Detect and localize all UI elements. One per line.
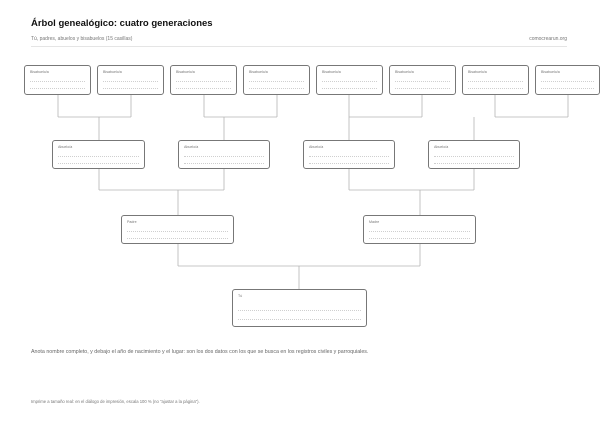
details-line bbox=[103, 88, 158, 89]
details-line bbox=[468, 88, 523, 89]
name-line bbox=[434, 156, 514, 157]
box-label: Bisabuelo/a bbox=[103, 70, 122, 74]
name-line bbox=[184, 156, 264, 157]
box-label: Bisabuelo/a bbox=[468, 70, 487, 74]
box-label: Madre bbox=[369, 220, 380, 224]
details-line bbox=[184, 163, 264, 164]
name-line bbox=[30, 81, 85, 82]
name-line bbox=[309, 156, 389, 157]
box-label: Bisabuelo/a bbox=[249, 70, 268, 74]
name-line bbox=[103, 81, 158, 82]
connector-gp-pair-1 bbox=[99, 169, 224, 215]
connector-gg-pair-4 bbox=[474, 95, 568, 140]
page-subtitle: Tú, padres, abuelos y bisabuelos (15 casillas) bbox=[31, 36, 133, 42]
details-line bbox=[249, 88, 304, 89]
connector-gg-pair-2 bbox=[204, 95, 277, 140]
box-label: Abuelo/a bbox=[184, 145, 199, 149]
instruction-note: Anota nombre completo, y debajo el año de nacimiento y el lugar: son los dos datos con los que se busca en los registros civiles y parroquiales. bbox=[31, 349, 369, 355]
great-grandparent-box-2[interactable] bbox=[97, 65, 164, 95]
box-label: Bisabuelo/a bbox=[322, 70, 341, 74]
box-label: Abuelo/a bbox=[58, 145, 73, 149]
box-label: Padre bbox=[127, 220, 137, 224]
name-line bbox=[395, 81, 450, 82]
box-label: Bisabuelo/a bbox=[395, 70, 414, 74]
box-label: Abuelo/a bbox=[434, 145, 449, 149]
details-line bbox=[434, 163, 514, 164]
site-name: comocrearun.org bbox=[529, 36, 567, 42]
grandparent-box-2[interactable] bbox=[178, 140, 270, 169]
connector-parents bbox=[178, 244, 420, 289]
details-line bbox=[176, 88, 231, 89]
name-line bbox=[58, 156, 139, 157]
grandparent-box-1[interactable] bbox=[52, 140, 145, 169]
name-line bbox=[322, 81, 377, 82]
details-line bbox=[395, 88, 450, 89]
name-line bbox=[541, 81, 594, 82]
page-title: Árbol genealógico: cuatro generaciones bbox=[31, 18, 213, 29]
parent-box-mother[interactable] bbox=[363, 215, 476, 244]
box-label: Bisabuelo/a bbox=[541, 70, 560, 74]
great-grandparent-box-1[interactable] bbox=[24, 65, 91, 95]
parent-box-father[interactable] bbox=[121, 215, 234, 244]
details-line bbox=[127, 238, 228, 239]
name-line bbox=[127, 231, 228, 232]
grandparent-box-4[interactable] bbox=[428, 140, 520, 169]
great-grandparent-box-3[interactable] bbox=[170, 65, 237, 95]
great-grandparent-box-4[interactable] bbox=[243, 65, 310, 95]
details-line bbox=[30, 88, 85, 89]
details-line bbox=[322, 88, 377, 89]
great-grandparent-box-7[interactable] bbox=[462, 65, 529, 95]
details-line bbox=[369, 238, 470, 239]
connector-gg-pair-3 bbox=[349, 95, 422, 140]
connector-gg-pair-1 bbox=[58, 95, 131, 140]
details-line bbox=[58, 163, 139, 164]
details-line bbox=[541, 88, 594, 89]
box-label: Bisabuelo/a bbox=[176, 70, 195, 74]
name-line bbox=[249, 81, 304, 82]
name-line bbox=[238, 310, 361, 311]
box-label: Tú bbox=[238, 294, 243, 298]
print-footer: Imprime a tamaño real: en el diálogo de impresión, escala 100 % (no "ajustar a la página"). bbox=[31, 399, 200, 404]
name-line bbox=[468, 81, 523, 82]
box-label: Abuelo/a bbox=[309, 145, 324, 149]
details-line bbox=[309, 163, 389, 164]
grandparent-box-3[interactable] bbox=[303, 140, 395, 169]
box-label: Bisabuelo/a bbox=[30, 70, 49, 74]
name-line bbox=[176, 81, 231, 82]
name-line bbox=[369, 231, 470, 232]
great-grandparent-box-5[interactable] bbox=[316, 65, 383, 95]
connector-gp-pair-2 bbox=[349, 169, 474, 215]
self-box[interactable] bbox=[232, 289, 367, 327]
great-grandparent-box-6[interactable] bbox=[389, 65, 456, 95]
great-grandparent-box-8[interactable] bbox=[535, 65, 600, 95]
details-line bbox=[238, 319, 361, 320]
